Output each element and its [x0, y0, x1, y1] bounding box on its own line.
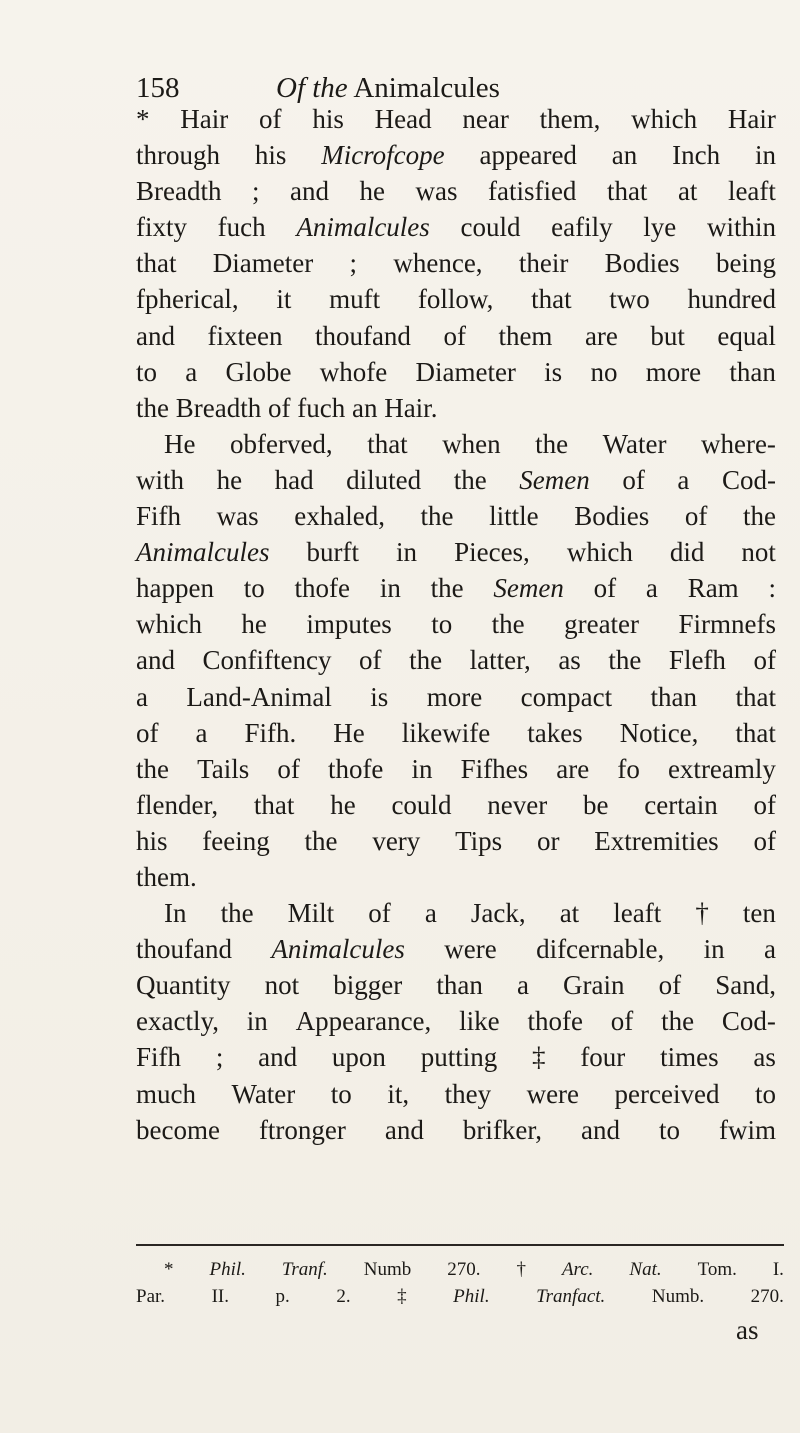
word: Breadth — [136, 176, 222, 207]
word: to — [136, 356, 158, 387]
word: ; — [349, 248, 358, 279]
word: in — [246, 1006, 268, 1037]
word: happen — [136, 573, 214, 604]
footnote-word: p. — [275, 1286, 290, 1307]
word: be — [582, 789, 609, 820]
word: of — [277, 753, 300, 784]
word: a — [424, 898, 437, 929]
word: the — [491, 609, 525, 640]
footnote-word: Tranf. — [281, 1259, 328, 1280]
word: much — [136, 1078, 196, 1109]
text-line — [136, 859, 776, 895]
word: Animalcules — [136, 537, 270, 568]
word: Hair — [180, 104, 229, 134]
word: Fifh — [136, 501, 182, 532]
word: He — [164, 428, 196, 459]
word: of — [267, 392, 291, 423]
footnote-word: Tom. — [697, 1259, 737, 1280]
word: at — [677, 176, 698, 207]
footnote-word: ‡ — [397, 1286, 407, 1307]
text-line — [136, 173, 776, 209]
footnote-line — [136, 1283, 784, 1310]
word: being — [715, 248, 776, 279]
word: it — [276, 284, 292, 315]
word: exhaled, — [294, 501, 385, 532]
word: the — [420, 501, 454, 532]
word: certain — [644, 789, 718, 820]
footnote-word: * — [164, 1259, 174, 1280]
footnote-word: Phil. — [453, 1286, 490, 1307]
word: latter, — [469, 645, 531, 676]
word: muft — [329, 284, 381, 315]
word: not — [264, 970, 300, 1001]
word: in — [411, 753, 433, 784]
footnotes — [136, 1256, 784, 1310]
word: the — [136, 392, 169, 423]
word: them. — [136, 861, 197, 892]
word: Breadth — [175, 392, 262, 423]
word: a — [136, 681, 148, 712]
word: Confiftency — [202, 645, 332, 676]
word: feeing — [202, 825, 270, 856]
word: of — [622, 464, 645, 495]
word: flender, — [136, 789, 219, 820]
word: Appearance, — [295, 1006, 432, 1037]
word: did — [669, 537, 705, 568]
footnote-word: II. — [211, 1286, 229, 1307]
word: whence, — [393, 248, 483, 279]
catchword: as — [736, 1315, 759, 1345]
word: which — [566, 537, 633, 568]
word: his — [312, 104, 344, 134]
word: the — [136, 753, 169, 784]
word: Bodies — [574, 501, 650, 532]
word: Sand, — [715, 970, 776, 1001]
text-line — [136, 534, 776, 570]
word: and — [136, 645, 175, 676]
word: fixty — [136, 212, 187, 243]
word: a — [677, 464, 690, 495]
word: Quantity — [136, 970, 231, 1001]
word: the — [661, 1006, 695, 1037]
text-line — [136, 318, 776, 354]
text-line — [136, 931, 776, 967]
word: brifker, — [462, 1114, 542, 1145]
word: are — [584, 320, 618, 351]
word: difcernable, — [536, 934, 665, 965]
footnote-word: Numb — [363, 1259, 412, 1280]
word: Land-Animal — [186, 681, 332, 712]
word: them, — [539, 104, 601, 134]
word: diluted — [346, 464, 422, 495]
word: fixteen — [207, 320, 283, 351]
word: were — [444, 934, 497, 965]
word: in — [754, 140, 776, 171]
word: Firmnefs — [678, 609, 776, 640]
word: two — [609, 284, 650, 315]
word: Tails — [197, 753, 250, 784]
word: Ram — [687, 573, 739, 604]
word: the — [304, 825, 338, 856]
word: Fifhes — [460, 753, 529, 784]
running-title-roman: Animalcules — [353, 72, 500, 104]
word: Animalcules — [271, 934, 405, 965]
word: Cod- — [721, 464, 776, 495]
word: upon — [331, 1042, 386, 1073]
word: a — [185, 356, 198, 387]
word: which — [136, 609, 202, 640]
word: thofe — [527, 1006, 583, 1037]
word: of — [359, 645, 382, 676]
word: burft — [306, 537, 359, 568]
word: appeared — [479, 140, 577, 171]
word: fuch — [297, 392, 346, 423]
word: the — [220, 898, 254, 929]
word: the — [608, 645, 642, 676]
word: that — [735, 717, 776, 748]
word: he — [359, 176, 385, 207]
word: Semen — [493, 573, 564, 604]
word: the — [535, 428, 569, 459]
word: leaft — [727, 176, 776, 207]
text-line — [136, 390, 776, 426]
word: and — [136, 320, 175, 351]
body-text — [136, 101, 776, 1148]
word: as — [753, 1042, 776, 1073]
word: Notice, — [619, 717, 699, 748]
word: : — [768, 573, 776, 604]
word: ftronger — [258, 1114, 346, 1145]
word: and — [384, 1114, 424, 1145]
word: of — [753, 825, 776, 856]
word: which — [631, 104, 698, 134]
word: Microfcope — [321, 140, 445, 171]
word: imputes — [306, 609, 392, 640]
word: of — [753, 645, 776, 676]
word: where- — [700, 428, 776, 459]
word: is — [370, 681, 389, 712]
word: eafily — [551, 212, 613, 243]
word: he — [241, 609, 267, 640]
word: Water — [602, 428, 667, 459]
word: to — [330, 1078, 352, 1109]
word: his — [254, 140, 287, 171]
word: than — [650, 681, 698, 712]
word: near — [462, 104, 509, 134]
word: was — [216, 501, 259, 532]
word: it, — [387, 1078, 410, 1109]
word: could — [391, 789, 452, 820]
word: † — [695, 898, 709, 929]
word: greater — [564, 609, 640, 640]
word: of — [136, 717, 159, 748]
word: ; — [251, 176, 260, 207]
word: hundred — [687, 284, 776, 315]
word: they — [444, 1078, 492, 1109]
word: fatisfied — [487, 176, 577, 207]
text-line — [136, 1039, 776, 1075]
word: Jack, — [470, 898, 526, 929]
word: is — [544, 356, 563, 387]
word: Extremities — [594, 825, 719, 856]
footnote-word: I. — [772, 1259, 784, 1280]
word: whofe — [319, 356, 388, 387]
word: within — [706, 212, 776, 243]
word: Pieces, — [454, 537, 530, 568]
word: them — [498, 320, 553, 351]
word: that — [367, 428, 408, 459]
text-line — [136, 137, 776, 173]
word: lye — [643, 212, 677, 243]
text-line — [136, 1112, 776, 1148]
footnote-word: 2. — [336, 1286, 351, 1307]
word: Water — [231, 1078, 296, 1109]
footnote-word: Tranfact. — [536, 1286, 606, 1307]
footnote-word: Arc. — [561, 1259, 594, 1280]
text-line — [136, 462, 776, 498]
footnote-word: Numb. — [651, 1286, 705, 1307]
word: thoufand — [314, 320, 411, 351]
word: times — [660, 1042, 719, 1073]
text-line — [136, 679, 776, 715]
word: leaft — [613, 898, 662, 929]
word: a — [645, 573, 658, 604]
page-number: 158 — [136, 72, 180, 104]
footnote-word: 270. — [750, 1286, 784, 1307]
word: and — [580, 1114, 620, 1145]
word: that — [606, 176, 648, 207]
word: Head — [374, 104, 432, 134]
footnote-word: Phil. — [209, 1259, 246, 1280]
word: of — [593, 573, 617, 604]
word: Hair — [727, 104, 776, 134]
word: a — [516, 970, 529, 1001]
word: of — [259, 104, 282, 134]
word: not — [741, 537, 776, 568]
word: at — [559, 898, 580, 929]
word: putting — [420, 1042, 498, 1073]
word: Animalcules — [296, 212, 430, 243]
text-line — [136, 642, 776, 678]
word: than — [729, 356, 776, 387]
word: that — [531, 284, 572, 315]
word: Diameter — [212, 248, 314, 279]
word: in — [396, 537, 418, 568]
word: and — [258, 1042, 298, 1073]
word: and — [290, 176, 329, 207]
word: a — [195, 717, 208, 748]
word: had — [274, 464, 314, 495]
word: very — [372, 825, 421, 856]
footnote-line — [136, 1256, 784, 1283]
word: of — [368, 898, 391, 929]
text-line — [136, 895, 776, 931]
word: as — [558, 645, 581, 676]
word: when — [442, 428, 501, 459]
word: more — [645, 356, 702, 387]
word: Diameter — [415, 356, 516, 387]
text-line — [136, 101, 776, 137]
word: four — [580, 1042, 626, 1073]
text-line — [136, 570, 776, 606]
word: more — [426, 681, 483, 712]
word: to — [243, 573, 265, 604]
word: of — [610, 1006, 634, 1037]
word: the — [453, 464, 487, 495]
word: equal — [717, 320, 776, 351]
word: of — [684, 501, 708, 532]
word: Cod- — [721, 1006, 776, 1037]
text-line — [136, 787, 776, 823]
word: thofe — [294, 573, 351, 604]
footnote-word: † — [516, 1259, 526, 1280]
text-line — [136, 209, 776, 245]
word: of — [658, 970, 682, 1001]
word: could — [460, 212, 521, 243]
word: that — [253, 789, 295, 820]
word: in — [703, 934, 725, 965]
text-line — [136, 823, 776, 859]
word: thofe — [327, 753, 384, 784]
word: the — [430, 573, 464, 604]
word: Grain — [563, 970, 625, 1001]
word: the — [409, 645, 443, 676]
word: In — [164, 898, 187, 929]
text-line — [136, 606, 776, 642]
word: ten — [742, 898, 776, 929]
word: he — [330, 789, 356, 820]
word: fpherical, — [136, 284, 239, 315]
word: with — [136, 464, 185, 495]
word: Hair. — [384, 392, 438, 423]
word: his — [136, 825, 168, 856]
word: Fifh — [136, 1042, 182, 1073]
word: bigger — [333, 970, 403, 1001]
word: or — [536, 825, 560, 856]
text-line — [136, 967, 776, 1003]
footnote-word: 270. — [447, 1259, 481, 1280]
word: an — [351, 392, 378, 423]
word: obferved, — [229, 428, 333, 459]
text-line — [136, 498, 776, 534]
word: Bodies — [604, 248, 680, 279]
word: of — [443, 320, 466, 351]
word: no — [590, 356, 618, 387]
word: ‡ — [532, 1042, 546, 1073]
word: like — [459, 1006, 500, 1037]
word: in — [379, 573, 401, 604]
footnote-rule — [136, 1244, 784, 1246]
word: fwim — [718, 1114, 776, 1145]
footnote-word: Par. — [136, 1286, 166, 1307]
word: to — [754, 1078, 776, 1109]
word: are — [556, 753, 590, 784]
text-line — [136, 426, 776, 462]
word: that — [735, 681, 776, 712]
word: to — [431, 609, 453, 640]
word: a — [764, 934, 776, 965]
text-line — [136, 1076, 776, 1112]
text-line — [136, 245, 776, 281]
text-line — [136, 354, 776, 390]
word: Flefh — [668, 645, 726, 676]
running-title-italic: Of the — [276, 72, 348, 104]
word: their — [518, 248, 569, 279]
word: He — [333, 717, 365, 748]
word: extreamly — [667, 753, 776, 784]
word: ; — [215, 1042, 224, 1073]
word: that — [136, 248, 177, 279]
word: Fifh. — [244, 717, 297, 748]
word: fuch — [217, 212, 266, 243]
word: likewife — [401, 717, 491, 748]
word: than — [436, 970, 483, 1001]
word: * — [136, 104, 150, 134]
word: the — [743, 501, 776, 532]
word: compact — [520, 681, 613, 712]
word: to — [658, 1114, 680, 1145]
word: was — [415, 176, 458, 207]
word: little — [489, 501, 539, 532]
word: thoufand — [136, 934, 232, 965]
word: perceived — [614, 1078, 720, 1109]
word: fo — [617, 753, 640, 784]
word: were — [526, 1078, 580, 1109]
word: Inch — [672, 140, 721, 171]
word: Milt — [287, 898, 335, 929]
text-line — [136, 715, 776, 751]
word: never — [487, 789, 548, 820]
text-line — [136, 1003, 776, 1039]
text-line — [136, 751, 776, 787]
word: an — [611, 140, 638, 171]
word: but — [650, 320, 685, 351]
word: Globe — [225, 356, 292, 387]
word: takes — [527, 717, 583, 748]
word: Semen — [519, 464, 590, 495]
word: follow, — [417, 284, 494, 315]
footnote-word: Nat. — [629, 1259, 662, 1280]
word: Tips — [455, 825, 503, 856]
word: through — [136, 140, 220, 171]
text-line — [136, 281, 776, 317]
word: he — [216, 464, 243, 495]
word: of — [753, 789, 776, 820]
word: exactly, — [136, 1006, 219, 1037]
word: become — [136, 1114, 220, 1145]
